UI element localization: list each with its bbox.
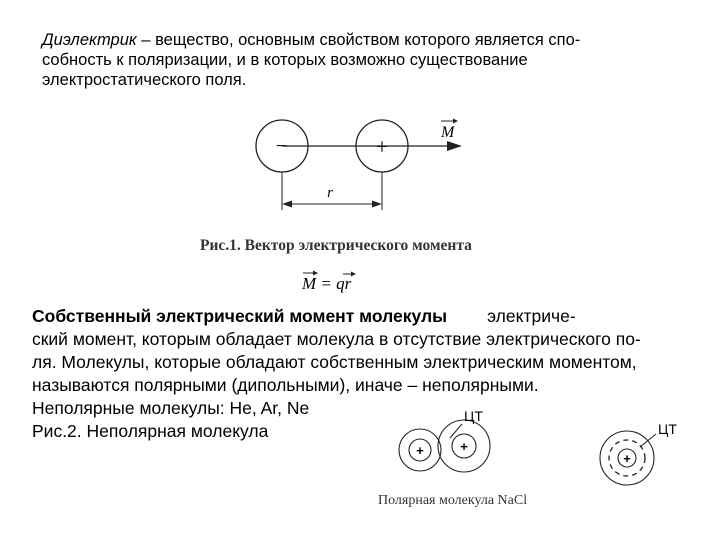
dipole-figure — [200, 119, 472, 294]
formula-eq: = q — [316, 274, 345, 293]
intro-line-3: электростатического поля. — [42, 71, 247, 89]
figure1-caption: Рис.1. Вектор электрического момента — [200, 237, 472, 254]
dipole-moment-paragraph — [32, 305, 692, 443]
minus-sign: − — [275, 133, 289, 158]
distance-arrow-left — [282, 201, 292, 208]
formula-lhs: M — [302, 274, 317, 293]
formula-rhs: r — [344, 274, 352, 293]
intro-line-1-rest: – вещество, основным свойством которого является спо- — [136, 31, 581, 49]
para-line-1-rest: электриче- — [487, 306, 576, 326]
polar-plus-left: + — [416, 443, 424, 458]
moment-vector-bar-head — [453, 119, 458, 124]
distance-arrow-right — [372, 201, 382, 208]
intro-line-2: собность к поляризации, и в которых возможно существование — [42, 51, 528, 69]
moment-arrowhead — [447, 141, 462, 151]
formula-vector-bar-r-head — [351, 272, 356, 277]
term-dielectric: Диэлектрик — [42, 31, 137, 49]
formula — [301, 274, 352, 293]
para-line-5: Неполярные молекулы: He, Ar, Ne — [32, 398, 310, 418]
polar-plus-right: + — [460, 439, 468, 454]
nonpolar-plus: + — [623, 451, 631, 466]
polar-ct-label: ЦТ — [464, 408, 483, 424]
moment-label: M — [441, 124, 455, 141]
para-bold-lead: Собственный электрический момент молекулы — [32, 306, 448, 326]
plus-sign: + — [375, 134, 389, 159]
para-line-4: называются полярными (дипольными), иначе – неполярными. — [32, 375, 539, 395]
para-line-3: ля. Молекулы, которые обладают собственным электрическим моментом, — [32, 352, 637, 372]
para-line-1 — [32, 305, 692, 328]
para-line-2: ский момент, которым обладает молекула в отсутствие электрического по- — [32, 329, 641, 349]
distance-label: r — [327, 185, 333, 201]
polar-caption: Полярная молекула NaCl — [378, 493, 528, 508]
nonpolar-ct-label: ЦТ — [658, 421, 677, 437]
para-line-6: Рис.2. Неполярная молекула — [32, 421, 269, 441]
